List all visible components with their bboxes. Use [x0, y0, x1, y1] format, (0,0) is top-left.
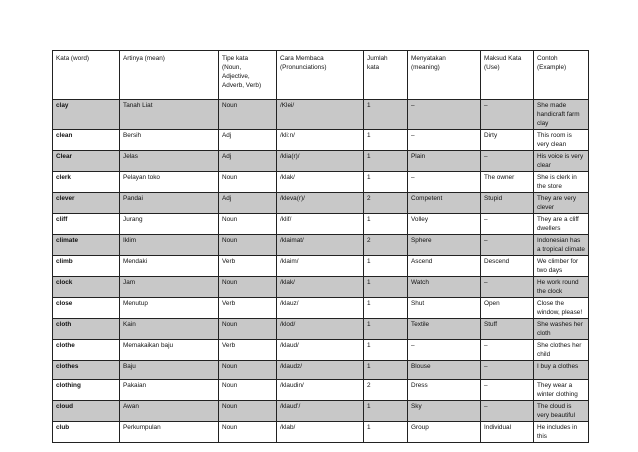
cell-word: close [53, 298, 120, 319]
cell-word-type: Verb [219, 340, 277, 361]
table-row [53, 100, 589, 130]
header-line: Contoh [537, 55, 558, 62]
cell-word-type: Verb [219, 298, 277, 319]
header-line: kata [367, 64, 380, 71]
cell-meaning: Awan [120, 401, 219, 422]
cell-word: clean [53, 130, 120, 151]
header-synonym [408, 51, 481, 100]
cell-pronunciation: /klaudz/ [277, 361, 364, 380]
cell-pronunciation: /klauz/ [277, 298, 364, 319]
header-line: Kata (word) [56, 55, 90, 62]
header-line: (Use) [484, 64, 500, 71]
header-pronunciation [277, 51, 364, 100]
cell-synonym: Sky [408, 401, 481, 422]
cell-word-type: Noun [219, 172, 277, 193]
cell-synonym: Plain [408, 151, 481, 172]
header-line: (Pronunciations) [280, 64, 327, 71]
cell-antonym: Stuff [481, 319, 534, 340]
cell-meaning: Pelayan toko [120, 172, 219, 193]
header-line: (Noun, [222, 64, 242, 71]
table-row [53, 340, 589, 361]
cell-antonym: – [481, 214, 534, 235]
cell-antonym: – [481, 277, 534, 298]
cell-meaning: Mendaki [120, 256, 219, 277]
cell-pronunciation: /klaud’/ [277, 401, 364, 422]
cell-word-type: Adj [219, 193, 277, 214]
cell-word: clothes [53, 361, 120, 380]
cell-word-type: Adj [219, 130, 277, 151]
header-antonym [481, 51, 534, 100]
cell-word-type: Adj [219, 151, 277, 172]
table-row [53, 172, 589, 193]
header-line: Cara Membaca [280, 55, 324, 62]
cell-synonym: – [408, 172, 481, 193]
cell-antonym: Stupid [481, 193, 534, 214]
table-row [53, 277, 589, 298]
header-line: Jumlah [367, 55, 388, 62]
cell-pronunciation: /kli:n/ [277, 130, 364, 151]
cell-antonym: Descend [481, 256, 534, 277]
cell-example: She clothes her child [534, 340, 589, 361]
cell-word: clerk [53, 172, 120, 193]
cell-pronunciation: /klia(r)/ [277, 151, 364, 172]
cell-antonym: – [481, 380, 534, 401]
cell-syllables: 1 [364, 401, 408, 422]
table-row [53, 151, 589, 172]
table-row [53, 319, 589, 340]
cell-example: They wear a winter clothing [534, 380, 589, 401]
cell-meaning: Kain [120, 319, 219, 340]
cell-word: clothing [53, 380, 120, 401]
cell-word: clock [53, 277, 120, 298]
cell-word: clever [53, 193, 120, 214]
cell-word: climate [53, 235, 120, 256]
cell-pronunciation: /klod/ [277, 319, 364, 340]
cell-syllables: 1 [364, 214, 408, 235]
header-line: Artinya (mean) [123, 55, 165, 62]
cell-synonym: Ascend [408, 256, 481, 277]
cell-syllables: 1 [364, 298, 408, 319]
cell-word-type: Noun [219, 100, 277, 130]
header-line: (meaning) [411, 64, 440, 71]
cell-antonym: – [481, 151, 534, 172]
cell-example: The cloud is very beautiful [534, 401, 589, 422]
cell-synonym: Watch [408, 277, 481, 298]
cell-meaning: Memakaikan baju [120, 340, 219, 361]
cell-word-type: Noun [219, 277, 277, 298]
table-row [53, 380, 589, 401]
table-row [53, 256, 589, 277]
cell-meaning: Menutup [120, 298, 219, 319]
cell-synonym: Group [408, 422, 481, 443]
cell-word-type: Noun [219, 422, 277, 443]
table-body [53, 100, 589, 443]
cell-meaning: Baju [120, 361, 219, 380]
cell-word: clothe [53, 340, 120, 361]
cell-example: He work round the clock [534, 277, 589, 298]
header-word-type [219, 51, 277, 100]
cell-word-type: Verb [219, 256, 277, 277]
cell-word: Clear [53, 151, 120, 172]
cell-word: cloud [53, 401, 120, 422]
cell-synonym: Sphere [408, 235, 481, 256]
header-example [534, 51, 589, 100]
cell-synonym: – [408, 340, 481, 361]
header-line: Adjective, [222, 73, 250, 80]
table-row [53, 130, 589, 151]
cell-example: His voice is very clear [534, 151, 589, 172]
cell-example: I buy a clothes [534, 361, 589, 380]
cell-syllables: 1 [364, 277, 408, 298]
cell-meaning: Pakaian [120, 380, 219, 401]
cell-word: cloth [53, 319, 120, 340]
header-word [53, 51, 120, 100]
cell-example: They are a cliff dwellers [534, 214, 589, 235]
header-line: Adverb, Verb) [222, 82, 262, 89]
header-line: Maksud Kata [484, 55, 522, 62]
cell-pronunciation: /klak/ [277, 172, 364, 193]
cell-syllables: 2 [364, 380, 408, 401]
cell-antonym: – [481, 361, 534, 380]
cell-word: climb [53, 256, 120, 277]
cell-antonym: – [481, 100, 534, 130]
table-row [53, 422, 589, 443]
cell-antonym: – [481, 235, 534, 256]
header-syllables [364, 51, 408, 100]
cell-pronunciation: /klif/ [277, 214, 364, 235]
cell-pronunciation: /kleva(r)/ [277, 193, 364, 214]
cell-antonym: Open [481, 298, 534, 319]
cell-pronunciation: /klab/ [277, 422, 364, 443]
cell-meaning: Perkumpulan [120, 422, 219, 443]
cell-word-type: Noun [219, 380, 277, 401]
cell-word-type: Noun [219, 401, 277, 422]
cell-example: Indonesian has a tropical climate [534, 235, 589, 256]
table-header-row [53, 51, 589, 100]
header-line: Tipe kata [222, 55, 249, 62]
cell-syllables: 2 [364, 193, 408, 214]
cell-meaning: Iklim [120, 235, 219, 256]
header-line: (Example) [537, 64, 567, 71]
cell-antonym: Dirty [481, 130, 534, 151]
table-row [53, 235, 589, 256]
cell-meaning: Jelas [120, 151, 219, 172]
header-line: Menyatakan [411, 55, 446, 62]
cell-synonym: Blouse [408, 361, 481, 380]
cell-example: They are very clever [534, 193, 589, 214]
cell-meaning: Jurang [120, 214, 219, 235]
header-meaning [120, 51, 219, 100]
cell-example: She washes her cloth [534, 319, 589, 340]
cell-syllables: 1 [364, 130, 408, 151]
cell-pronunciation: /klak/ [277, 277, 364, 298]
cell-example: He includes in this [534, 422, 589, 443]
table-row [53, 401, 589, 422]
table-row [53, 361, 589, 380]
cell-meaning: Pandai [120, 193, 219, 214]
cell-synonym: Volley [408, 214, 481, 235]
table-row [53, 298, 589, 319]
cell-antonym: – [481, 401, 534, 422]
cell-syllables: 1 [364, 361, 408, 380]
cell-pronunciation: /klaimat/ [277, 235, 364, 256]
cell-example: Close the window, please! [534, 298, 589, 319]
cell-example: She made handicraft farm clay [534, 100, 589, 130]
cell-synonym: Competent [408, 193, 481, 214]
cell-word-type: Noun [219, 319, 277, 340]
cell-word-type: Noun [219, 235, 277, 256]
cell-syllables: 1 [364, 422, 408, 443]
cell-syllables: 1 [364, 172, 408, 193]
cell-antonym: Individual [481, 422, 534, 443]
cell-meaning: Tanah Liat [120, 100, 219, 130]
cell-synonym: Textile [408, 319, 481, 340]
cell-syllables: 1 [364, 151, 408, 172]
table-row [53, 214, 589, 235]
cell-pronunciation: /klaud/ [277, 340, 364, 361]
cell-example: This room is very clean [534, 130, 589, 151]
cell-syllables: 2 [364, 235, 408, 256]
cell-example: She is clerk in the store [534, 172, 589, 193]
cell-word: cliff [53, 214, 120, 235]
cell-syllables: 1 [364, 100, 408, 130]
cell-synonym: – [408, 100, 481, 130]
cell-pronunciation: /klaudin/ [277, 380, 364, 401]
cell-word-type: Noun [219, 361, 277, 380]
cell-synonym: – [408, 130, 481, 151]
cell-meaning: Bersih [120, 130, 219, 151]
cell-word: club [53, 422, 120, 443]
document-page [52, 50, 588, 443]
cell-syllables: 1 [364, 319, 408, 340]
cell-antonym: The owner [481, 172, 534, 193]
cell-syllables: 1 [364, 340, 408, 361]
cell-pronunciation: /klaim/ [277, 256, 364, 277]
cell-pronunciation: /Klei/ [277, 100, 364, 130]
cell-synonym: Dress [408, 380, 481, 401]
cell-word-type: Noun [219, 214, 277, 235]
cell-example: We climber for two days [534, 256, 589, 277]
vocabulary-table [52, 50, 589, 443]
cell-word: clay [53, 100, 120, 130]
table-row [53, 193, 589, 214]
cell-meaning: Jam [120, 277, 219, 298]
cell-synonym: Shut [408, 298, 481, 319]
cell-antonym: – [481, 340, 534, 361]
cell-syllables: 1 [364, 256, 408, 277]
